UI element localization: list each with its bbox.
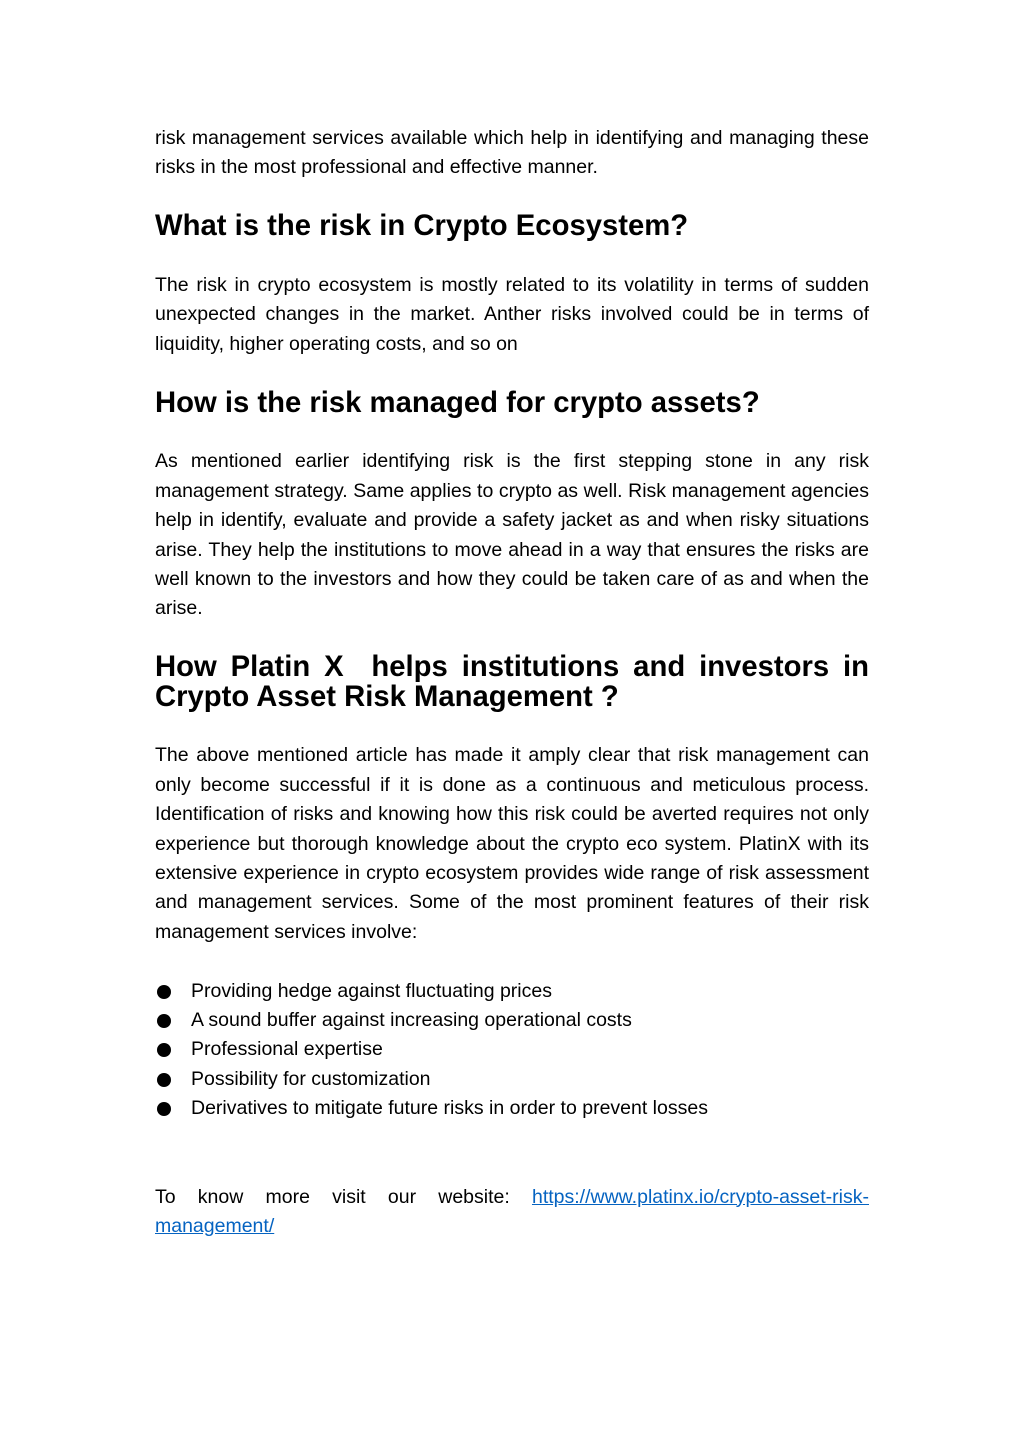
bullet-icon — [157, 1014, 171, 1028]
bullet-icon — [157, 1043, 171, 1057]
footer-prefix: To know more visit our website: — [155, 1185, 532, 1208]
bullet-icon — [157, 1102, 171, 1116]
list-item — [155, 1065, 869, 1094]
section-body-platinx-helps: The above mentioned article has made it amply clear that risk management can only become successful if it is done as a continuous and meticulous process. Identification of risks and knowing how this risk could be averted requires not only experience but thorough knowledge about the crypto eco system. PlatinX with its extensive experience in crypto ecosystem provides wide range of risk assessment and management services. Some of the most prominent features of their risk management services involve: — [155, 744, 869, 943]
list-item — [155, 1094, 869, 1123]
section-heading-risk-in-ecosystem: What is the risk in Crypto Ecosystem? — [155, 210, 689, 243]
footer-paragraph — [155, 1183, 869, 1242]
section-body-risk-in-ecosystem: The risk in crypto ecosystem is mostly related to its volatility in terms of sudden unexpected changes in the market. Anther risks involved could be in terms of liquidity, higher operating costs, and so on — [155, 274, 869, 355]
website-link[interactable]: https://www.platinx.io/crypto-asset-risk-management/ — [155, 1185, 869, 1237]
features-list — [155, 977, 869, 1124]
list-item-text: A sound buffer against increasing operational costs — [191, 1009, 632, 1032]
bullet-icon — [157, 985, 171, 999]
section-body-risk-managed: As mentioned earlier identifying risk is the first stepping stone in any risk management strategy. Same applies to crypto as well. Risk management agencies help in identify, evaluate and provide a safety jacket as and when risky situations arise. They help the institutions to move ahead in a way that ensures the risks are well known to the investors and how they could be taken care of as and when the arise. — [155, 450, 869, 620]
section-heading-platinx-helps: How Platin X helps institutions and investors in Crypto Asset Risk Management ? — [155, 651, 878, 713]
list-item — [155, 977, 869, 1006]
bullet-icon — [157, 1073, 171, 1087]
intro-paragraph: risk management services available which help in identifying and managing these risks in the most professional and effective manner. — [155, 127, 869, 179]
list-item-text: Professional expertise — [191, 1038, 383, 1061]
list-item-text: Possibility for customization — [191, 1067, 431, 1090]
list-item-text: Derivatives to mitigate future risks in order to prevent losses — [191, 1097, 708, 1120]
list-item — [155, 1006, 869, 1035]
document-page — [155, 124, 878, 1271]
list-item — [155, 1035, 869, 1064]
list-item-text: Providing hedge against fluctuating prices — [191, 979, 552, 1002]
section-heading-risk-managed: How is the risk managed for crypto assets? — [155, 386, 760, 419]
